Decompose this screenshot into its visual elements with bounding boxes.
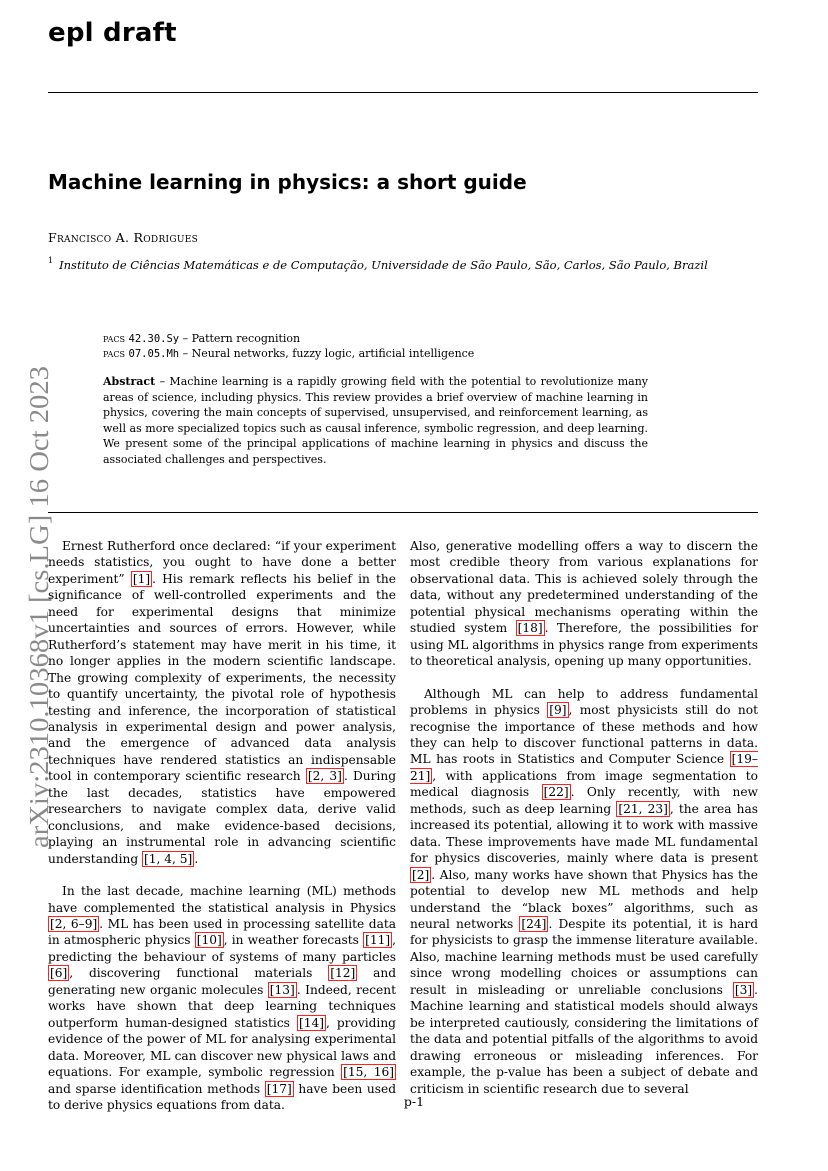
citation-link[interactable]: [24] xyxy=(521,916,547,931)
citation-link[interactable]: [10] xyxy=(196,933,222,948)
citation-link[interactable]: [11] xyxy=(365,933,391,948)
pacs-label: pacs xyxy=(103,332,126,345)
citation-link[interactable]: [1, 4, 5] xyxy=(144,851,193,866)
citation-link[interactable]: [22] xyxy=(543,785,569,800)
right-column xyxy=(410,538,758,1113)
citation-link[interactable]: [3] xyxy=(734,982,753,997)
citation-link[interactable]: [9] xyxy=(549,703,567,718)
paragraph: Although ML can help to address fundamental problems in physics [9] , most physicists still do not recognise the importance of these methods and how they can help to discover functional patterns in data. ML has roots in Statistics and Computer Science [19–21] , with applications from image segmentation to medical diagnosis [22] . Only recently, with new methods, such as deep learning [21, 23] , the area has increased its potential, allowing it to work with massive data. These improvements have made ML fundamental for physics discoveries, mainly where data is present [2] . Also, many works have shown that Physics has the potential to develop new ML methods and help understand the “black boxes” algorithms, such as neural networks [24] . Despite its potential, it is hard for physicists to grasp the immense literature available. Also, machine learning methods must be used carefully since wrong modelling choices or assumptions can result in misleading or unreliable conclusions [3] . Machine learning and statistical models should always be interpreted cautiously, considering the limitations of the data and potential pitfalls of the algorithms to avoid drawing erroneous or misleading inferences. For example, the p-value has been a subject of debate and criticism in scientific research due to several xyxy=(410,686,759,1096)
citation-link[interactable]: [18] xyxy=(517,621,543,636)
pacs-code: 42.30.Sy xyxy=(128,333,180,345)
affiliation-text: Instituto de Ciências Matemáticas e de Computação, Universidade de São Paulo, São, Carlos, São Paulo, Brazil xyxy=(59,258,708,272)
citation-link[interactable]: [2, 3] xyxy=(307,769,342,784)
page-number: p-1 xyxy=(403,1094,425,1109)
header-divider xyxy=(48,92,758,93)
affiliation xyxy=(48,258,708,272)
pacs-description: – Neural networks, fuzzy logic, artificial intelligence xyxy=(182,347,475,360)
citation-link[interactable]: [19–21] xyxy=(410,752,758,783)
author-name: Francisco A. Rodrigues xyxy=(48,230,199,245)
citation-link[interactable]: [15, 16] xyxy=(343,1065,395,1080)
citation-link[interactable]: [21, 23] xyxy=(618,801,668,816)
pacs-line xyxy=(103,332,300,345)
pacs-line xyxy=(103,347,474,360)
pacs-code: 07.05.Mh xyxy=(128,348,180,360)
citation-link[interactable]: [14] xyxy=(298,1015,324,1030)
paragraph: In the last decade, machine learning (ML) methods have complemented the statistical analysis in Physics [2, 6–9] . ML has been used in processing satellite data in atmospheric physics [10] , in weather forecasts [11] , predicting the behaviour of systems of many particles [6] , discovering functional materials [12] and generating new organic molecules [13] . Indeed, recent works have shown that deep learning techniques outperform human-designed statistics [14] , providing evidence of the power of ML for analysing experimental data. Moreover, ML can discover new physical laws and equations. For example, symbolic regression [15, 16] and sparse identification methods [17] have been used to derive physics equations from data. xyxy=(48,884,397,1112)
pacs-label: pacs xyxy=(103,347,126,360)
citation-link[interactable]: [2] xyxy=(412,867,430,882)
abstract-text: – Machine learning is a rapidly growing field with the potential to revolutionize many areas of science, including physics. This review provides a brief overview of machine learning in physics, covering the main concepts of supervised, unsupervised, and reinforcement learning, as well as more specialized topics such as causal inference, symbolic regression, and deep learning. We present some of the principal applications of machine learning in physics and discuss the associated challenges and perspectives. xyxy=(103,375,648,466)
left-column xyxy=(48,538,396,1129)
citation-link[interactable]: [1] xyxy=(132,571,151,586)
citation-link[interactable]: [17] xyxy=(266,1081,292,1096)
abstract-label: Abstract xyxy=(103,375,156,388)
paper-title: Machine learning in physics: a short guide xyxy=(48,170,527,194)
paragraph: Also, generative modelling offers a way to discern the most credible theory from various explanations for observational data. This is achieved solely through the data, without any predetermined understanding of the potential physical mechanisms operating within the studied system [18] . Therefore, the possibilities for using ML algorithms in physics range from experiments to theoretical analysis, opening up many opportunities. xyxy=(410,539,758,669)
citation-link[interactable]: [6] xyxy=(50,966,68,981)
citation-link[interactable]: [12] xyxy=(330,966,356,981)
citation-link[interactable]: [2, 6–9] xyxy=(50,916,98,931)
affiliation-mark: 1 xyxy=(48,256,54,265)
citation-link[interactable]: [13] xyxy=(269,982,295,997)
pacs-description: – Pattern recognition xyxy=(182,332,301,345)
journal-header: epl draft xyxy=(48,18,177,48)
paragraph: Ernest Rutherford once declared: “if your experiment needs statistics, you ought to have done a better experiment” [1] . His remark reflects his belief in the significance of well-controlled experiments and the need for experimental designs that minimize uncertainties and sources of errors. However, while Rutherford’s statement may have merit in his time, it no longer applies in the modern scientific landscape. The growing complexity of experiments, the necessity to quantify uncertainty, the pivotal role of hypothesis testing and inference, the incorporation of statistical analysis in experimental design and power analysis, and the emergence of advanced data analysis techniques have rendered statistics an indispensable tool in contemporary scientific research [2, 3] . During the last decades, statistics have empowered researchers to navigate complex data, derive valid conclusions, and make evidence-based decisions, playing an instrumental role in advancing scientific understanding [1, 4, 5] . xyxy=(48,539,396,866)
abstract-divider xyxy=(48,512,758,513)
arxiv-identifier: arXiv:2310.10368v1 [cs.LG] 16 Oct 2023 xyxy=(24,393,54,848)
abstract xyxy=(103,374,648,468)
